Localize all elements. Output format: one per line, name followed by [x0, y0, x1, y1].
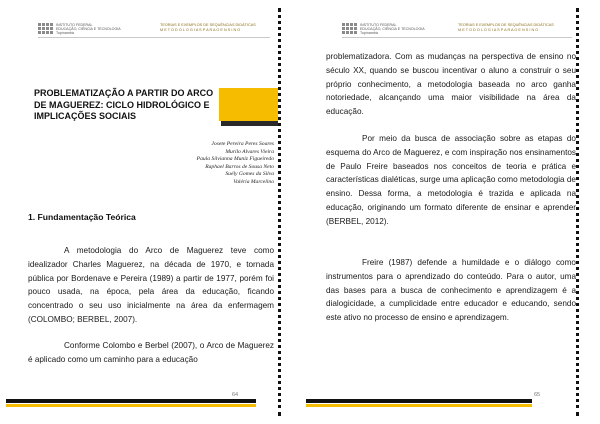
author-name: Suély Gomes da Silva	[225, 171, 274, 177]
footer-accent	[6, 404, 256, 407]
author-name: Raphael Barros de Sousa Neto	[205, 163, 274, 170]
body-paragraph: problematizadora. Com as mudanças na perspectiva de ensino no século XX, quando se buscou incentivar o aluno a construir o seu próprio conhecimento, a metodologia baseada no arco ganha notoriedade, alcançando uma maior visibilidade na área da educação.	[326, 52, 576, 117]
series-line-2: M E T O D O L O G I A S P A R A O E N S I N O	[458, 28, 539, 32]
institution-logo-icon	[342, 23, 357, 34]
institution-line: Tupinambá	[360, 31, 378, 36]
section-heading: 1. Fundamentação Teórica	[28, 212, 136, 222]
institution-name	[56, 23, 126, 36]
author-name: Murilo Alvares Vieira	[225, 148, 274, 155]
institution-line: EDUCAÇÃO, CIÊNCIA E TECNOLOGIA	[56, 27, 121, 32]
page-cut-guide	[278, 8, 281, 416]
header-rule	[38, 37, 270, 38]
author-list	[120, 141, 274, 186]
left-page	[0, 0, 280, 424]
chapter-title: PROBLEMATIZAÇÃO A PARTIR DO ARCO DE MAGUEREZ: CICLO HIDROLÓGICO E IMPLICAÇÕES SOCIAIS	[34, 88, 214, 121]
right-page	[306, 0, 600, 424]
series-line-1: TEORIAS E EXEMPLOS DE SEQUÊNCIAS DIDÁTICAS	[458, 23, 554, 27]
body-paragraph: Conforme Colombo e Berbel (2007), o Arco de Maguerez é aplicado como um caminho para a educação	[28, 341, 274, 364]
body-paragraph: Por meio da busca de associação sobre as etapas do esquema do Arco de Maguerez, e com inspiração nos ensinamentos de Paulo Freire baseados nos conceitos de teoria e prática e características dialéticas, surge uma aplicação como metodologia de ensino. Dessa forma, a metodologia é trazida e aplicada na educação, originando um formato diferente de ensinar e aprender (BERBEL, 2012).	[326, 134, 576, 226]
page-cut-guide	[576, 8, 579, 416]
institution-name	[360, 23, 430, 36]
author-name: Josete Pereira Peres Soares	[211, 141, 274, 147]
footer-bar	[306, 399, 532, 403]
page-number: 65	[534, 392, 541, 398]
institution-line: EDUCAÇÃO, CIÊNCIA E TECNOLOGIA	[360, 27, 425, 32]
author-name: Paula Silvianna Muniz Figueiredo	[196, 156, 274, 162]
institution-line: INSTITUTO FEDERAL	[360, 23, 397, 27]
title-accent-bar	[219, 88, 278, 121]
page-number: 64	[232, 392, 239, 398]
series-line-2: M E T O D O L O G I A S P A R A O E N S I N O	[160, 28, 241, 32]
institution-line: INSTITUTO FEDERAL	[56, 23, 93, 27]
series-title	[160, 23, 256, 33]
footer-accent	[306, 404, 532, 407]
header-rule	[342, 37, 572, 38]
series-line-1: TEORIAS E EXEMPLOS DE SEQUÊNCIAS DIDÁTICAS	[160, 23, 256, 27]
series-title	[458, 23, 554, 33]
institution-line: Tupinambá	[56, 31, 74, 36]
body-paragraph: A metodologia do Arco de Maguerez teve como idealizador Charles Maguerez, na década de 1970, e tornada pública por Bordenave e Pereira (1989) a partir de 1977, porém foi pouco usada, na época, pela área da educação, ficando concentrado o seu uso inicialmente na área da enfermagem (COLOMBO; BERBEL, 2007).	[28, 246, 274, 324]
footer-bar	[6, 399, 256, 403]
body-paragraph: Freire (1987) defende a humildade e o diálogo como instrumentos para o aprendizado do conteúdo. Para o autor, uma das bases para a busca de conhecimento e aprendizagem é a dialogicidade, a cumplicidade entre educador e educando, sendo este ativo no processo de ensino e aprendizagem.	[326, 258, 576, 323]
institution-logo-icon	[38, 23, 53, 34]
author-name: Valéria Marcelino	[233, 178, 274, 185]
